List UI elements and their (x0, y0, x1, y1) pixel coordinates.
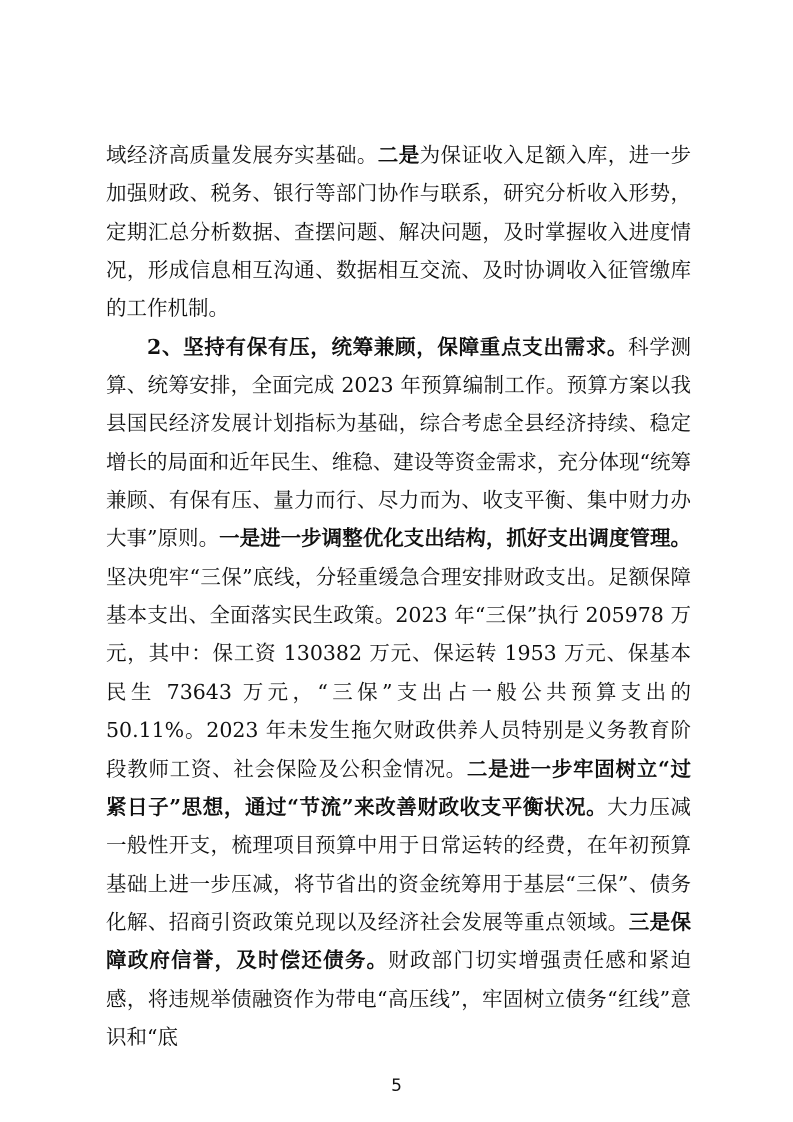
paragraph-1-text-b: 为保证收入足额入库，进一步加强财政、税务、银行等部门协作与联系，研究分析收入形势，定期汇总分析数据、查摆问题、解决问题，及时掌握收入进度情况，形成信息相互沟通、数据相互交流、及时协调收入征管缴库的工作机制。 (106, 143, 692, 321)
section-heading: 2、坚持有保有压，统筹兼顾，保障重点支出需求。 (147, 334, 629, 359)
paragraph-2-text-b: 坚决兜牢“三保”底线，分轻重缓急合理安排财政支出。足额保障基本支出、全面落实民生政策。2023 年“三保”执行 205978 万元，其中：保工资 130382 万元、保运转 1953 万元、保基本民生 73643 万元，“三保”支出占一般公共预算支出的 50.11%。2023 年未发生拖欠财政供养人员特别是义务教育阶段教师工资、社会保险及公积金情况。 (106, 564, 691, 781)
body-text (106, 136, 691, 1056)
paragraph-2-text-d: 财政部门切实增强责任感和紧迫感，将违规举债融资作为带电“高压线”，牢固树立债务“红线”意识和“底 (106, 948, 691, 1049)
paragraph-1-emphasis: 二是 (377, 143, 420, 167)
page-number: 5 (391, 1076, 402, 1096)
point-two-heading: 二是进一步牢固树立“过紧日子”思想，通过“节流”来改善财政收支平衡状况。 (106, 756, 691, 819)
paragraph-2 (106, 328, 691, 1057)
point-three-heading: 三是保障政府信誉，及时偿还债务。 (106, 909, 692, 973)
paragraph-2-text-a: 科学测算、统筹安排，全面完成 2023 年预算编制工作。预算方案以我县国民经济发展计划指标为基础，综合考虑全县经济持续、稳定增长的局面和近年民生、维稳、建设等资金需求，充分体现“统筹兼顾、有保有压、量力而行、尽力而为、收支平衡、集中财力办大事”原则。 (106, 334, 692, 551)
point-one-heading: 一是进一步调整优化支出结构，抓好支出调度管理。 (219, 526, 691, 551)
paragraph-1 (106, 136, 691, 328)
paragraph-1-text-a: 域经济高质量发展夯实基础。 (106, 143, 378, 167)
paragraph-2-text-c: 大力压减一般性开支，梳理项目预算中用于日常运转的经费，在年初预算基础上进一步压减，将节省出的资金统筹用于基层“三保”、债务化解、招商引资政策兑现以及经济社会发展等重点领域。 (106, 794, 691, 934)
